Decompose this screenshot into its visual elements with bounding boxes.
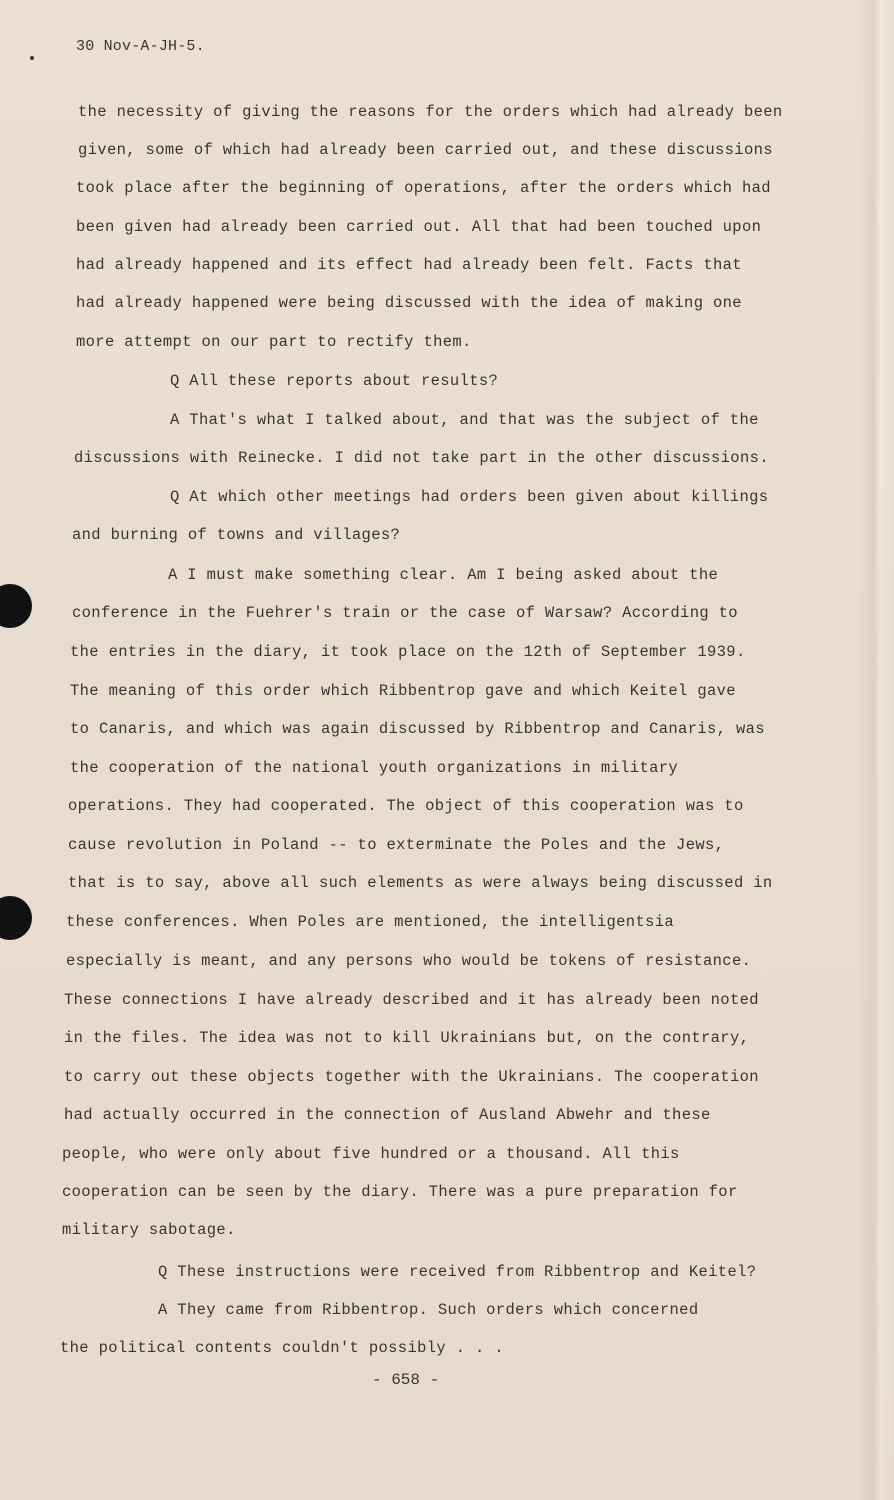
text-line: given, some of which had already been carried out, and these discussions (78, 141, 773, 159)
text-line: cooperation can be seen by the diary. There was a pure preparation for (62, 1183, 738, 1201)
text-line: to carry out these objects together with the Ukrainians. The cooperation (64, 1068, 759, 1086)
page-fold-shadow (860, 0, 894, 1500)
text-line: The meaning of this order which Ribbentrop gave and which Keitel gave (70, 682, 736, 700)
text-line: discussions with Reinecke. I did not take part in the other discussions. (74, 449, 769, 467)
page-header: 30 Nov-A-JH-5. (76, 38, 205, 55)
text-line: in the files. The idea was not to kill Ukrainians but, on the contrary, (64, 1029, 750, 1047)
punch-hole-top (0, 584, 32, 628)
text-line: military sabotage. (62, 1221, 236, 1239)
text-line: had actually occurred in the connection of Ausland Abwehr and these (64, 1106, 711, 1124)
text-line: operations. They had cooperated. The object of this cooperation was to (68, 797, 744, 815)
text-line: especially is meant, and any persons who would be tokens of resistance. (66, 952, 752, 970)
text-line: the political contents couldn't possibly . . . (60, 1339, 504, 1357)
text-line: these conferences. When Poles are mentioned, the intelligentsia (66, 913, 675, 931)
text-line: been given had already been carried out. All that had been touched upon (76, 218, 762, 236)
text-line: people, who were only about five hundred or a thousand. All this (62, 1145, 680, 1163)
text-line: the entries in the diary, it took place on the 12th of September 1939. (70, 643, 746, 661)
text-line: A I must make something clear. Am I being asked about the (168, 566, 719, 584)
text-line: Q All these reports about results? (170, 372, 499, 390)
text-line: had already happened and its effect had already been felt. Facts that (76, 256, 742, 274)
text-line: to Canaris, and which was again discussed by Ribbentrop and Canaris, was (70, 720, 765, 738)
text-line: took place after the beginning of operations, after the orders which had (76, 179, 771, 197)
text-line: Q At which other meetings had orders been given about killings (170, 488, 769, 506)
text-line: more attempt on our part to rectify them. (76, 333, 472, 351)
text-line: the necessity of giving the reasons for the orders which had already been (78, 103, 783, 121)
punch-hole-bottom (0, 896, 32, 940)
text-line: A They came from Ribbentrop. Such orders which concerned (158, 1301, 699, 1319)
ink-dot (30, 56, 34, 60)
text-line: conference in the Fuehrer's train or the case of Warsaw? According to (72, 604, 738, 622)
text-line: These connections I have already described and it has already been noted (64, 991, 759, 1009)
text-line: the cooperation of the national youth organizations in military (70, 759, 679, 777)
page-number: - 658 - (372, 1371, 440, 1389)
text-line: Q These instructions were received from Ribbentrop and Keitel? (158, 1263, 757, 1281)
text-line: had already happened were being discussed with the idea of making one (76, 294, 742, 312)
text-line: and burning of towns and villages? (72, 526, 401, 544)
text-line: cause revolution in Poland -- to exterminate the Poles and the Jews, (68, 836, 725, 854)
text-line: A That's what I talked about, and that was the subject of the (170, 411, 759, 429)
text-line: that is to say, above all such elements as were always being discussed in (68, 874, 773, 892)
